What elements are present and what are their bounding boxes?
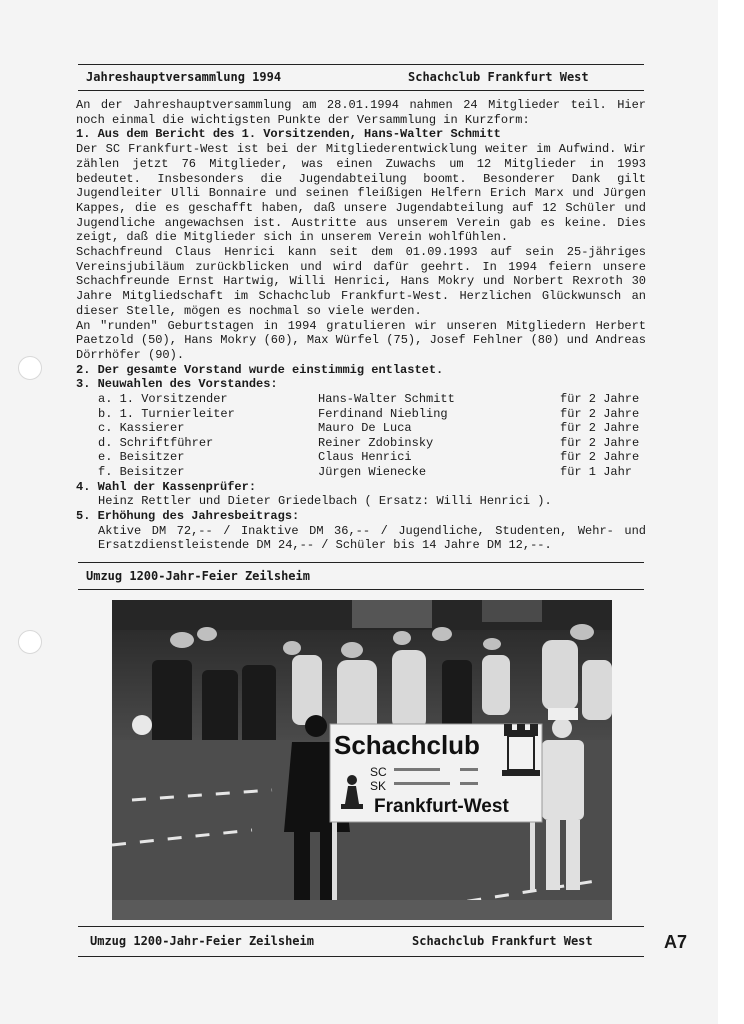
board-role: d. Schriftführer — [98, 435, 214, 450]
punch-hole-top — [18, 356, 42, 380]
board-term: für 2 Jahre — [560, 406, 640, 421]
section-3-title: 3. Neuwahlen des Vorstandes: — [76, 377, 278, 392]
footer-rule-bottom — [78, 956, 644, 957]
table-row — [98, 436, 639, 451]
board-term: für 2 Jahre — [560, 450, 640, 465]
page-edge — [718, 0, 744, 1024]
section-1-paragraph-3: An "runden" Geburtstagen in 1994 gratulieren wir unseren Mitgliedern Herbert Paetzold (50), Hans Mokry (60), Max Würfel (75), Josef Fehlner (80) und Andreas Dörrhöfer (90). — [76, 318, 646, 362]
board-name: Claus Henrici — [318, 450, 412, 465]
section-1-paragraph-2: Schachfreund Claus Henrici kann seit dem 01.09.1993 auf sein 25-jähriges Vereinsjubiläum zurückblicken und wird dafür geehrt. In 1994 feiern unsere Schachfreunde Ernst Hartwig, Willi Henrici, Hans Mokry und Norbert Rexroth 30 Jahre Mitgliedschaft im Schachclub Frankfurt-West. Herzlichen Glückwunsch an dieser Stelle, mögen es nochmal so viele werden. — [76, 245, 646, 318]
photo-heading-rule-bottom — [78, 589, 644, 590]
table-row — [98, 450, 639, 465]
section-1-title: 1. Aus dem Bericht des 1. Vorsitzenden, Hans-Walter Schmitt — [76, 127, 501, 142]
banner-sk: SK — [370, 779, 387, 793]
intro-paragraph: An der Jahreshauptversammlung am 28.01.1994 nahmen 24 Mitglieder teil. Hier noch einmal die wichtigsten Punkte der Versammlung in Kurzform: — [76, 98, 646, 127]
club-banner — [330, 724, 542, 822]
board-term: für 2 Jahre — [560, 421, 640, 436]
section-5-title: 5. Erhöhung des Jahresbeitrags: — [76, 509, 300, 524]
photo-heading: Umzug 1200-Jahr-Feier Zeilsheim — [86, 569, 310, 583]
board-name: Hans-Walter Schmitt — [318, 392, 455, 407]
board-term: für 2 Jahre — [560, 435, 640, 450]
board-term: für 1 Jahr — [560, 465, 633, 480]
footer-right: Schachclub Frankfurt West — [412, 934, 593, 948]
header-rule-top — [78, 64, 644, 65]
article-body — [76, 98, 646, 553]
board-role: e. Beisitzer — [98, 450, 185, 465]
photo-heading-rule-top — [78, 562, 644, 563]
banner-line-2: Frankfurt-West — [374, 796, 509, 817]
board-election-table — [98, 392, 639, 480]
page-number: A7 — [664, 932, 688, 952]
board-role: c. Kassierer — [98, 421, 185, 436]
punch-hole-bottom — [18, 630, 42, 654]
board-name: Jürgen Wienecke — [318, 465, 427, 480]
header-rule-bottom — [78, 90, 644, 91]
board-role: f. Beisitzer — [98, 465, 185, 480]
parade-photo-image — [112, 600, 612, 920]
board-role: a. 1. Vorsitzender — [98, 392, 228, 407]
footer-rule-top — [78, 926, 644, 927]
rook-icon — [502, 724, 540, 776]
header-left: Jahreshauptversammlung 1994 — [86, 70, 282, 84]
board-role: b. 1. Turnierleiter — [98, 406, 235, 421]
table-row — [98, 465, 639, 480]
board-name: Reiner Zdobinsky — [318, 435, 434, 450]
parade-photo — [112, 600, 612, 920]
table-row — [98, 421, 639, 436]
board-name: Ferdinand Niebling — [318, 406, 448, 421]
section-4-text: Heinz Rettler und Dieter Griedelbach ( Ersatz: Willi Henrici ). — [98, 494, 552, 509]
footer-left: Umzug 1200-Jahr-Feier Zeilsheim — [90, 934, 314, 948]
header-right: Schachclub Frankfurt West — [408, 70, 589, 84]
board-term: für 2 Jahre — [560, 392, 640, 407]
section-2-title: 2. Der gesamte Vorstand wurde einstimmig entlastet. — [76, 362, 444, 377]
table-row — [98, 407, 639, 422]
banner-sc: SC — [370, 765, 387, 779]
table-row — [98, 392, 639, 407]
section-5-text: Aktive DM 72,-- / Inaktive DM 36,-- / Jugendliche, Studenten, Wehr- und Ersatzdienstleistende DM 24,-- / Schüler bis 14 Jahre DM 12,--. — [98, 523, 646, 553]
section-4-title: 4. Wahl der Kassenprüfer: — [76, 479, 257, 494]
board-name: Mauro De Luca — [318, 421, 412, 436]
section-1-paragraph-1: Der SC Frankfurt-West ist bei der Mitgliederentwicklung weiter im Aufwind. Wir zählen jetzt 76 Mitglieder, was einen Zuwachs um 12 Mitglieder in 1993 bedeutet. Insbesonders die Jugendabteilung boomt. Besonderer Dank gilt Jugendleiter Ulli Bonnaire und seinen fleißigen Helfern Erich Marx und Jürgen Kappes, die es geschafft haben, daß unsere Jugendabteilung auf 12 Schüler und Jugendliche angewachsen ist. Austritte aus unserem Verein gab es keine. Dies zeigt, daß die Mitglieder sich in unserem Verein wohlfühlen. — [76, 142, 646, 245]
banner-line-1: Schachclub — [334, 730, 480, 760]
